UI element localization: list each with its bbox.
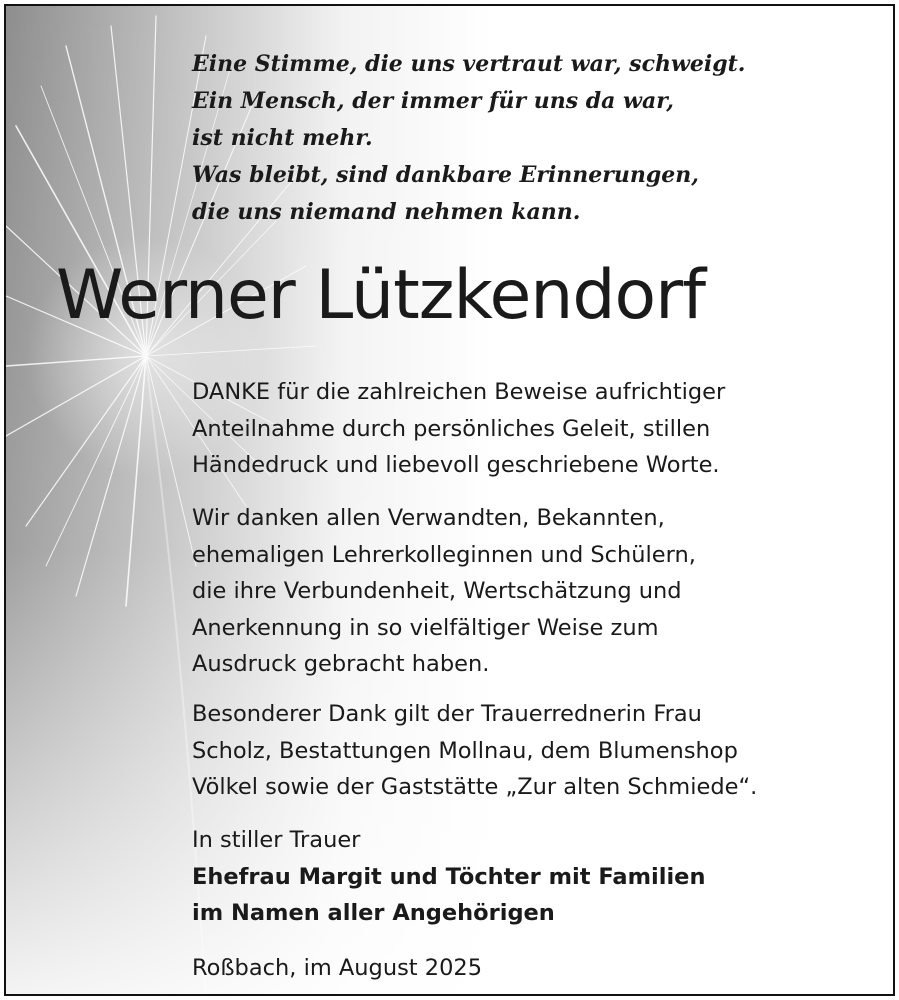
- paragraph-line: ehemaligen Lehrerkolleginnen und Schülern,: [192, 541, 696, 568]
- poem-verse: [192, 46, 745, 231]
- poem-line: Was bleibt, sind dankbare Erinnerungen,: [192, 162, 699, 188]
- paragraph-line: Besonderer Dank gilt der Trauerrednerin Frau: [192, 701, 702, 727]
- paragraph-line: Anerkennung in so vielfältiger Weise zum: [192, 614, 659, 641]
- thanks-paragraph-3: [192, 696, 757, 806]
- paragraph-line: die ihre Verbundenheit, Wertschätzung und: [192, 578, 682, 604]
- thanks-paragraph-2: [192, 500, 696, 683]
- signature-family: Ehefrau Margit und Töchter mit Familien: [192, 863, 706, 890]
- place-date: Roßbach, im August 2025: [192, 955, 483, 981]
- signature-intro: In stiller Trauer: [192, 827, 361, 853]
- mourners-signature: [192, 822, 705, 932]
- paragraph-line: Ausdruck gebracht haben.: [192, 651, 490, 677]
- paragraph-line: Händedruck und liebevoll geschriebene Worte.: [192, 452, 720, 478]
- deceased-name: Werner Lützkendorf: [56, 256, 706, 335]
- poem-line: Eine Stimme, die uns vertraut war, schweigt.: [192, 51, 746, 77]
- paragraph-line: Scholz, Bestattungen Mollnau, dem Blumenshop: [192, 737, 738, 764]
- paragraph-line: DANKE für die zahlreichen Beweise aufrichtiger: [192, 379, 726, 405]
- poem-line: ist nicht mehr.: [192, 125, 373, 151]
- poem-line: die uns niemand nehmen kann.: [192, 199, 581, 225]
- poem-line: Ein Mensch, der immer für uns da war,: [192, 88, 674, 114]
- obituary-card: [4, 4, 895, 996]
- paragraph-line: Anteilnahme durch persönliches Geleit, stillen: [192, 415, 711, 442]
- paragraph-line: Wir danken allen Verwandten, Bekannten,: [192, 505, 665, 531]
- paragraph-line: Völkel sowie der Gaststätte „Zur alten Schmiede“.: [192, 774, 758, 800]
- thanks-paragraph-1: [192, 374, 725, 484]
- signature-relatives: im Namen aller Angehörigen: [192, 900, 555, 926]
